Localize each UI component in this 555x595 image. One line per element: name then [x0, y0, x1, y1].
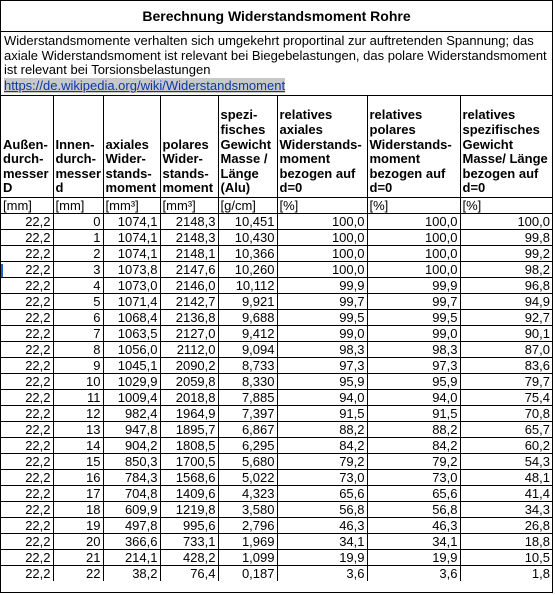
table-cell[interactable]: 22,2	[1, 550, 53, 566]
table-cell[interactable]: 100,0	[277, 246, 367, 262]
table-cell[interactable]: 22,2	[1, 566, 53, 582]
table-row	[1, 518, 552, 534]
table-cell[interactable]: 98,3	[277, 342, 367, 358]
table-cell[interactable]: 22,2	[1, 358, 53, 374]
table-cell[interactable]: 38,2	[103, 566, 160, 582]
table-cell[interactable]: 12	[53, 406, 103, 422]
unit-cell[interactable]: [mm]	[53, 198, 103, 214]
sheet-title[interactable]: Berechnung Widerstandsmoment Rohre	[1, 1, 552, 32]
table-cell[interactable]: 100,0	[277, 214, 367, 230]
unit-cell[interactable]: [%]	[277, 198, 367, 214]
table-cell[interactable]: 1068,4	[103, 310, 160, 326]
table-cell[interactable]: 22,2	[1, 214, 53, 230]
table-cell[interactable]: 1063,5	[103, 326, 160, 342]
table-cell[interactable]: 22,2	[1, 470, 53, 486]
table-cell[interactable]: 22,2	[1, 502, 53, 518]
table-cell[interactable]: 2,796	[218, 518, 277, 534]
table-cell[interactable]: 46,3	[277, 518, 367, 534]
table-cell[interactable]: 7,885	[218, 390, 277, 406]
table-cell[interactable]: 3,580	[218, 502, 277, 518]
table-cell[interactable]: 22,2	[1, 422, 53, 438]
table-cell[interactable]: 8,733	[218, 358, 277, 374]
table-cell[interactable]: 1,969	[218, 534, 277, 550]
table-cell[interactable]: 34,1	[277, 534, 367, 550]
table-cell[interactable]: 22,2	[1, 406, 53, 422]
table-cell[interactable]: 22,2	[1, 326, 53, 342]
table-cell[interactable]: 99,2	[460, 246, 552, 262]
table-cell[interactable]: 10,112	[218, 278, 277, 294]
units-row	[1, 198, 552, 214]
header-axial-moment[interactable]: axiales Wider-stands-moment	[103, 96, 160, 198]
table-row	[1, 470, 552, 486]
table-cell[interactable]: 2142,7	[160, 294, 218, 310]
table-row	[1, 310, 552, 326]
table-cell[interactable]: 22,2	[1, 534, 53, 550]
table-cell[interactable]: 22,2	[1, 454, 53, 470]
table-cell[interactable]: 22,2	[1, 486, 53, 502]
table-cell[interactable]: 73,0	[367, 470, 460, 486]
table-cell[interactable]: 100,0	[460, 214, 552, 230]
table-cell[interactable]: 98,3	[367, 342, 460, 358]
unit-cell[interactable]: [mm³]	[103, 198, 160, 214]
unit-cell[interactable]: [%]	[367, 198, 460, 214]
table-cell[interactable]: 1409,6	[160, 486, 218, 502]
table-cell[interactable]: 9	[53, 358, 103, 374]
table-cell[interactable]: 2136,8	[160, 310, 218, 326]
table-cell[interactable]: 15	[53, 454, 103, 470]
table-cell[interactable]: 48,1	[460, 470, 552, 486]
table-cell[interactable]: 8,330	[218, 374, 277, 390]
table-cell[interactable]: 6,867	[218, 422, 277, 438]
table-row	[1, 422, 552, 438]
table-cell[interactable]: 99,0	[367, 326, 460, 342]
table-cell[interactable]: 10,5	[460, 550, 552, 566]
table-cell[interactable]: 84,2	[367, 438, 460, 454]
table-cell[interactable]: 19,9	[367, 550, 460, 566]
table-cell[interactable]: 1808,5	[160, 438, 218, 454]
table-cell[interactable]: 7,397	[218, 406, 277, 422]
resistance-moment-table	[1, 96, 552, 581]
table-cell[interactable]: 65,6	[367, 486, 460, 502]
table-cell[interactable]: 5,680	[218, 454, 277, 470]
table-cell[interactable]: 99,7	[277, 294, 367, 310]
table-row	[1, 246, 552, 262]
unit-cell[interactable]: [mm]	[1, 198, 53, 214]
table-cell[interactable]: 4	[53, 278, 103, 294]
table-cell[interactable]: 14	[53, 438, 103, 454]
table-row	[1, 534, 552, 550]
table-row	[1, 550, 552, 566]
table-cell[interactable]: 94,0	[277, 390, 367, 406]
table-cell[interactable]: 99,8	[460, 230, 552, 246]
table-cell[interactable]: 1074,1	[103, 214, 160, 230]
table-cell[interactable]: 100,0	[367, 230, 460, 246]
table-cell[interactable]: 366,6	[103, 534, 160, 550]
table-cell[interactable]: 1	[53, 230, 103, 246]
table-cell[interactable]: 2018,8	[160, 390, 218, 406]
header-relative-axial[interactable]: relatives axiales Widerstands-moment bezogen auf d=0	[277, 96, 367, 198]
table-cell[interactable]: 76,4	[160, 566, 218, 582]
table-cell[interactable]: 73,0	[277, 470, 367, 486]
table-cell[interactable]: 22,2	[1, 310, 53, 326]
table-cell[interactable]: 904,2	[103, 438, 160, 454]
table-cell[interactable]: 2090,2	[160, 358, 218, 374]
table-row	[1, 502, 552, 518]
table-cell[interactable]: 2148,3	[160, 214, 218, 230]
table-row	[1, 214, 552, 230]
table-cell[interactable]: 22,2	[1, 230, 53, 246]
header-row	[1, 96, 552, 198]
table-cell[interactable]: 97,3	[367, 358, 460, 374]
active-row-marker	[1, 264, 3, 277]
table-cell[interactable]: 22,2	[1, 262, 53, 278]
table-cell[interactable]: 7	[53, 326, 103, 342]
table-cell[interactable]: 99,0	[277, 326, 367, 342]
table-cell[interactable]: 1071,4	[103, 294, 160, 310]
table-cell[interactable]: 22,2	[1, 518, 53, 534]
table-cell[interactable]: 784,3	[103, 470, 160, 486]
table-cell[interactable]: 22,2	[1, 438, 53, 454]
table-row	[1, 342, 552, 358]
table-cell[interactable]: 95,9	[367, 374, 460, 390]
table-row	[1, 566, 552, 582]
table-cell[interactable]: 6	[53, 310, 103, 326]
table-cell[interactable]: 99,9	[277, 278, 367, 294]
table-cell[interactable]: 56,8	[367, 502, 460, 518]
table-cell[interactable]: 83,6	[460, 358, 552, 374]
table-cell[interactable]: 88,2	[367, 422, 460, 438]
table-cell[interactable]: 428,2	[160, 550, 218, 566]
table-cell[interactable]: 1073,8	[103, 262, 160, 278]
table-cell[interactable]: 2148,1	[160, 246, 218, 262]
table-cell[interactable]: 10,366	[218, 246, 277, 262]
table-cell[interactable]: 13	[53, 422, 103, 438]
table-cell[interactable]: 91,5	[367, 406, 460, 422]
table-cell[interactable]: 1,099	[218, 550, 277, 566]
table-cell[interactable]: 79,7	[460, 374, 552, 390]
table-cell[interactable]: 96,8	[460, 278, 552, 294]
table-cell[interactable]: 100,0	[367, 214, 460, 230]
table-cell[interactable]: 4,323	[218, 486, 277, 502]
table-cell[interactable]: 733,1	[160, 534, 218, 550]
table-cell[interactable]: 2059,8	[160, 374, 218, 390]
table-cell[interactable]: 79,2	[367, 454, 460, 470]
table-cell[interactable]: 95,9	[277, 374, 367, 390]
table-cell[interactable]: 609,9	[103, 502, 160, 518]
table-cell[interactable]: 1074,1	[103, 246, 160, 262]
table-row	[1, 374, 552, 390]
table-row	[1, 486, 552, 502]
table-cell[interactable]: 34,1	[367, 534, 460, 550]
table-cell[interactable]: 20	[53, 534, 103, 550]
description-text[interactable]: Widerstandsmomente verhalten sich umgekehrt proportinal zur auftretenden Spannung; das axiale Widerstandsmoment ist relevant bei Biegebelastungen, das polare Widerstandsmoment ist relevant bei Torsionsbelastungen	[4, 33, 547, 77]
table-cell[interactable]: 99,5	[277, 310, 367, 326]
table-cell[interactable]: 2112,0	[160, 342, 218, 358]
table-row	[1, 438, 552, 454]
table-cell[interactable]: 18	[53, 502, 103, 518]
wikipedia-link[interactable]	[1, 78, 552, 96]
header-inner-diameter[interactable]: Innen-durch-messer d	[53, 96, 103, 198]
table-cell[interactable]: 54,3	[460, 454, 552, 470]
table-cell[interactable]: 1056,0	[103, 342, 160, 358]
header-relative-polar[interactable]: relatives polares Widerstands-moment bezogen auf d=0	[367, 96, 460, 198]
table-cell[interactable]: 94,9	[460, 294, 552, 310]
table-cell[interactable]: 99,7	[367, 294, 460, 310]
table-cell[interactable]: 947,8	[103, 422, 160, 438]
table-cell[interactable]: 1009,4	[103, 390, 160, 406]
table-row	[1, 294, 552, 310]
table-row	[1, 454, 552, 470]
table-cell[interactable]: 100,0	[367, 262, 460, 278]
table-cell[interactable]: 9,412	[218, 326, 277, 342]
table-cell[interactable]: 704,8	[103, 486, 160, 502]
table-row	[1, 278, 552, 294]
table-cell[interactable]: 1,8	[531, 566, 550, 581]
table-cell[interactable]: 22,2	[1, 246, 53, 262]
table-cell[interactable]: 88,2	[277, 422, 367, 438]
table-cell[interactable]: 2148,3	[160, 230, 218, 246]
table-cell[interactable]: 850,3	[103, 454, 160, 470]
table-cell[interactable]: 26,8	[460, 518, 552, 534]
table-cell[interactable]: 11	[53, 390, 103, 406]
table-cell[interactable]: 2127,0	[160, 326, 218, 342]
table-cell[interactable]: 9,094	[218, 342, 277, 358]
table-cell[interactable]: 10,451	[218, 214, 277, 230]
table-cell[interactable]: 982,4	[103, 406, 160, 422]
table-cell[interactable]: 1700,5	[160, 454, 218, 470]
table-cell[interactable]: 10,260	[218, 262, 277, 278]
table-cell[interactable]: 97,3	[277, 358, 367, 374]
table-cell[interactable]: 22,2	[1, 374, 53, 390]
table-cell[interactable]: 22	[53, 566, 103, 582]
table-cell[interactable]: 6,295	[218, 438, 277, 454]
table-cell[interactable]: 100,0	[277, 262, 367, 278]
table-cell[interactable]: 94,0	[367, 390, 460, 406]
table-cell[interactable]: 995,6	[160, 518, 218, 534]
unit-cell[interactable]: [%]	[460, 198, 552, 214]
table-cell[interactable]: 90,1	[460, 326, 552, 342]
table-cell[interactable]: 22,2	[1, 390, 53, 406]
table-cell[interactable]: 5	[53, 294, 103, 310]
table-row	[1, 358, 552, 374]
table-cell[interactable]: 9,921	[218, 294, 277, 310]
header-outer-diameter[interactable]: Außen-durch-messer D	[1, 96, 53, 198]
table-cell[interactable]: 1568,6	[160, 470, 218, 486]
data-rows	[1, 214, 552, 582]
table-cell[interactable]: 21	[53, 550, 103, 566]
unit-cell[interactable]: [g/cm]	[218, 198, 277, 214]
table-cell[interactable]: 65,7	[460, 422, 552, 438]
table-row	[1, 262, 552, 278]
table-cell[interactable]: 91,5	[277, 406, 367, 422]
table-cell[interactable]: 70,8	[460, 406, 552, 422]
table-cell[interactable]: 497,8	[103, 518, 160, 534]
table-cell[interactable]: 9,688	[218, 310, 277, 326]
unit-cell[interactable]: [mm³]	[160, 198, 218, 214]
table-cell[interactable]: 1073,0	[103, 278, 160, 294]
header-relative-weight[interactable]: relatives spezifisches Gewicht Masse/ Länge bezogen auf d=0	[460, 96, 552, 198]
table-cell[interactable]: 18,8	[460, 534, 552, 550]
table-cell[interactable]: 0	[53, 214, 103, 230]
table-cell[interactable]: 8	[53, 342, 103, 358]
table-cell[interactable]: 16	[53, 470, 103, 486]
table-cell[interactable]: 214,1	[103, 550, 160, 566]
table-cell[interactable]: 75,4	[460, 390, 552, 406]
table-row	[1, 230, 552, 246]
table-cell[interactable]: 98,2	[460, 262, 552, 278]
table-cell[interactable]: 99,5	[367, 310, 460, 326]
table-cell[interactable]: 87,0	[460, 342, 552, 358]
table-cell[interactable]: 1029,9	[103, 374, 160, 390]
table-cell[interactable]: 41,4	[460, 486, 552, 502]
table-cell[interactable]: 1045,1	[103, 358, 160, 374]
table-cell[interactable]: 1219,8	[160, 502, 218, 518]
table-cell[interactable]: 2	[53, 246, 103, 262]
table-cell[interactable]: 2146,0	[160, 278, 218, 294]
table-cell[interactable]: 34,3	[460, 502, 552, 518]
table-cell[interactable]: 99,9	[367, 278, 460, 294]
table-cell[interactable]: 60,2	[460, 438, 552, 454]
table-cell[interactable]: 17	[53, 486, 103, 502]
header-specific-weight[interactable]: spezi-fisches Gewicht Masse / Länge (Alu)	[218, 96, 277, 198]
table-cell[interactable]: 22,2	[1, 294, 53, 310]
table-cell[interactable]: 100,0	[367, 246, 460, 262]
link-text[interactable]: https://de.wikipedia.org/wiki/Widerstandsmoment	[4, 78, 286, 93]
table-cell[interactable]: 79,2	[277, 454, 367, 470]
table-cell[interactable]: 19	[53, 518, 103, 534]
table-cell[interactable]: 92,7	[460, 310, 552, 326]
table-cell[interactable]: 1895,7	[160, 422, 218, 438]
table-cell[interactable]: 100,0	[277, 230, 367, 246]
table-cell[interactable]: 5,022	[218, 470, 277, 486]
table-cell[interactable]: 1964,9	[160, 406, 218, 422]
table-cell[interactable]: 84,2	[277, 438, 367, 454]
table-row	[1, 406, 552, 422]
table-cell[interactable]: 0,187	[218, 566, 277, 582]
table-row	[1, 326, 552, 342]
table-cell[interactable]: 22,2	[1, 342, 53, 358]
table-cell[interactable]: 56,8	[277, 502, 367, 518]
table-cell[interactable]: 46,3	[367, 518, 460, 534]
table-cell[interactable]: 65,6	[277, 486, 367, 502]
table-cell[interactable]: 3	[53, 262, 103, 278]
table-cell[interactable]: 3,6	[277, 566, 367, 582]
table-row	[1, 390, 552, 406]
table-cell[interactable]: 22,2	[1, 278, 53, 294]
table-cell[interactable]: 1074,1	[103, 230, 160, 246]
header-polar-moment[interactable]: polares Wider-stands-moment	[160, 96, 218, 198]
table-cell[interactable]: 19,9	[277, 550, 367, 566]
table-cell[interactable]: 2147,6	[160, 262, 218, 278]
table-cell[interactable]: 10	[53, 374, 103, 390]
table-cell[interactable]: 10,430	[218, 230, 277, 246]
table-cell[interactable]: 3,6	[367, 566, 460, 582]
